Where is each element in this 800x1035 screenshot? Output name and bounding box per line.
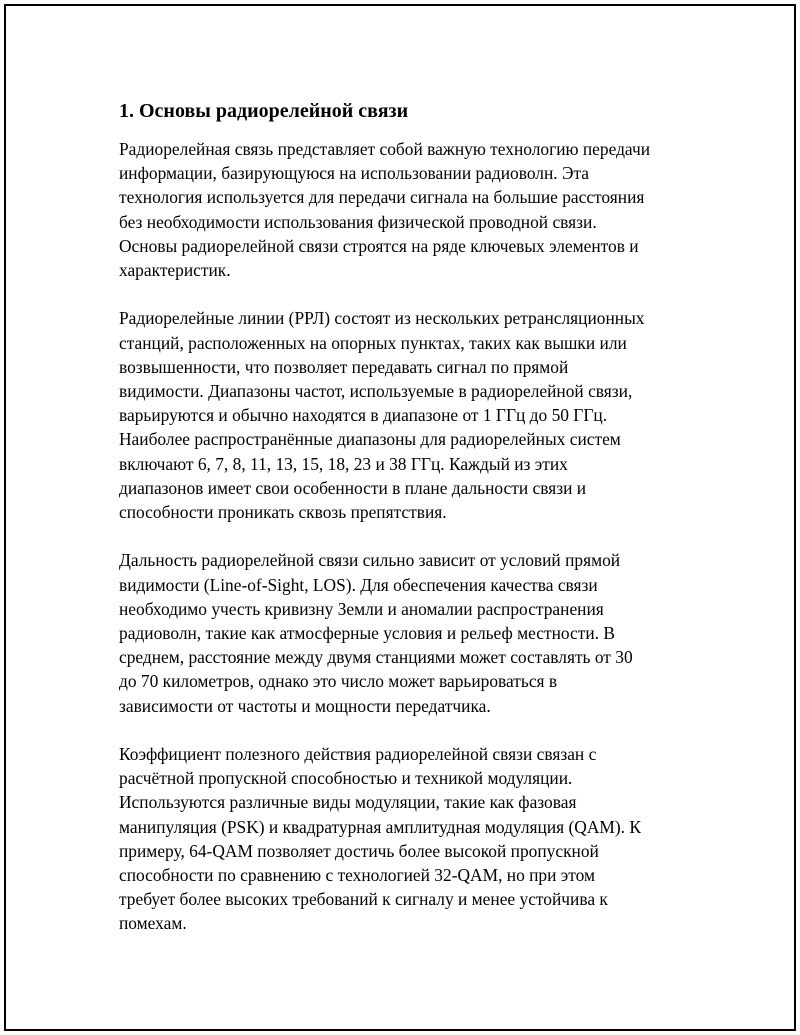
text-line: способности проникать сквозь препятствия.	[119, 502, 447, 523]
text-line: Радиорелейная связь представляет собой важную технологию передачи	[119, 139, 651, 159]
text-line: характеристик.	[119, 260, 231, 281]
text-line: без необходимости использования физической проводной связи.	[119, 211, 597, 232]
text-line: Радиорелейные линии (РРЛ) состоят из нескольких ретрансляционных	[119, 308, 645, 329]
text-line: варьируются и обычно находятся в диапазоне от 1 ГГц до 50 ГГц.	[119, 405, 608, 426]
text-line: зависимости от частоты и мощности передатчика.	[119, 695, 491, 716]
text-line: технология используется для передачи сигнала на большие расстояния	[119, 187, 645, 208]
text-line: возвышенности, что позволяет передавать сигнал по прямой	[119, 356, 569, 377]
text-line: требует более высоких требований к сигналу и менее устойчива к	[119, 889, 608, 910]
text-line: станций, расположенных на опорных пунктах, таких как вышки или	[119, 332, 627, 353]
paragraph	[119, 742, 709, 936]
paragraphs-container	[119, 137, 709, 936]
text-line: расчётной пропускной способностью и техникой модуляции.	[119, 768, 573, 789]
text-line: примеру, 64-QAM позволяет достичь более высокой пропускной	[119, 840, 599, 861]
paragraph	[119, 548, 709, 717]
text-line: помехам.	[119, 913, 187, 934]
text-line: необходимо учесть кривизну Земли и аномалии распространения	[119, 598, 604, 619]
text-line: Коэффициент полезного действия радиорелейной связи связан с	[119, 744, 597, 765]
text-line: включают 6, 7, 8, 11, 13, 15, 18, 23 и 38 ГГц. Каждый из этих	[119, 453, 568, 474]
text-line: среднем, расстояние между двумя станциями может составлять от 30	[119, 647, 633, 668]
text-line: манипуляция (PSK) и квадратурная амплитудная модуляция (QAM). К	[119, 816, 641, 837]
text-line: видимости. Диапазоны частот, используемые в радиорелейной связи,	[119, 381, 633, 402]
paragraph	[119, 306, 709, 524]
text-line: Основы радиорелейной связи строятся на ряде ключевых элементов и	[119, 235, 639, 256]
text-line: информации, базирующуюся на использовании радиоволн. Эта	[119, 163, 589, 184]
text-line: диапазонов имеет свои особенности в плане дальности связи и	[119, 477, 587, 498]
section-heading: 1. Основы радиорелейной связи	[119, 100, 409, 122]
paragraph	[119, 137, 709, 282]
text-line: радиоволн, такие как атмосферные условия и рельеф местности. В	[119, 623, 615, 644]
document-body	[119, 97, 709, 960]
text-line: Наиболее распространённые диапазоны для радиорелейных систем	[119, 429, 621, 450]
page-border	[4, 4, 796, 1031]
text-line: видимости (Line-of-Sight, LOS). Для обеспечения качества связи	[119, 574, 598, 595]
text-line: Используются различные виды модуляции, такие как фазовая	[119, 792, 577, 813]
text-line: способности по сравнению с технологией 32-QAM, но при этом	[119, 865, 595, 886]
text-line: Дальность радиорелейной связи сильно зависит от условий прямой	[119, 550, 621, 571]
text-line: до 70 километров, однако это число может варьироваться в	[119, 671, 558, 692]
